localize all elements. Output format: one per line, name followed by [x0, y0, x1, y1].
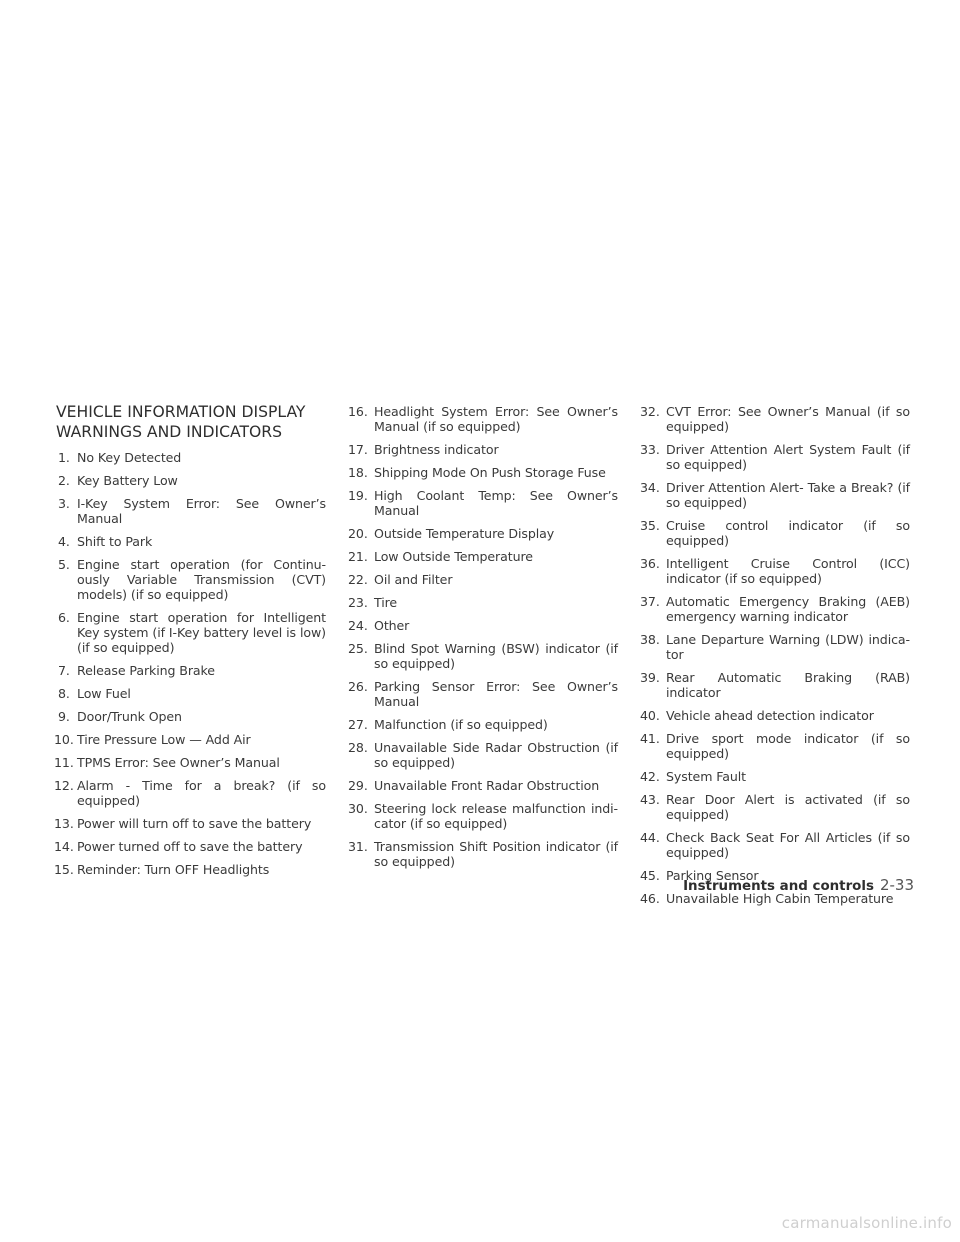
column-2	[348, 404, 618, 877]
column-1	[56, 402, 326, 885]
list-item: 18. Shipping Mode On Push Storage Fuse	[348, 465, 606, 480]
list-item: 45. Parking Sensor	[640, 868, 759, 883]
list-item: 5. Engine start operation (for Continu-ously Variable Transmission (CVT) models) (if so equipped)	[58, 557, 326, 602]
list-item: 21. Low Outside Temperature	[348, 549, 533, 564]
list-item: 38. Lane Departure Warning (LDW) indica-tor	[640, 632, 910, 662]
list-item: 22. Oil and Filter	[348, 572, 453, 587]
list-item: 37. Automatic Emergency Braking (AEB) emergency warning indicator	[640, 594, 910, 624]
list-item: 1. No Key Detected	[58, 450, 182, 465]
list-item: 11. TPMS Error: See Owner’s Manual	[54, 755, 280, 770]
list-item: 35. Cruise control indicator (if so equipped)	[640, 518, 910, 548]
list-item: 14. Power turned off to save the battery	[54, 839, 303, 854]
warnings-list-part-2	[348, 404, 618, 869]
list-item: 2. Key Battery Low	[58, 473, 178, 488]
list-item: 44. Check Back Seat For All Articles (if so equipped)	[640, 830, 910, 860]
list-item: 23. Tire	[348, 595, 398, 610]
list-item: 32. CVT Error: See Owner’s Manual (if so equipped)	[640, 404, 910, 434]
list-item: 29. Unavailable Front Radar Obstruction	[348, 778, 600, 793]
watermark: carmanualsonline.info	[781, 1214, 952, 1232]
list-item: 3. I-Key System Error: See Owner’s Manual	[58, 496, 326, 526]
list-item: 19. High Coolant Temp: See Owner’s Manual	[348, 488, 618, 518]
list-item: 43. Rear Door Alert is activated (if so equipped)	[640, 792, 910, 822]
list-item: 39. Rear Automatic Braking (RAB) indicator	[640, 670, 910, 700]
list-item: 28. Unavailable Side Radar Obstruction (if so equipped)	[348, 740, 618, 770]
heading-line-2: WARNINGS AND INDICATORS	[56, 423, 282, 441]
list-item: 9. Door/Trunk Open	[58, 709, 182, 724]
list-item: 16. Headlight System Error: See Owner’s Manual (if so equipped)	[348, 404, 618, 434]
list-item: 7. Release Parking Brake	[58, 663, 215, 678]
list-item: 4. Shift to Park	[58, 534, 153, 549]
heading-line-1: VEHICLE INFORMATION DISPLAY	[56, 403, 306, 421]
list-item: 26. Parking Sensor Error: See Owner’s Manual	[348, 679, 618, 709]
list-item: 24. Other	[348, 618, 410, 633]
list-item: 30. Steering lock release malfunction indi-cator (if so equipped)	[348, 801, 618, 831]
warnings-list-part-3	[640, 404, 910, 906]
list-item: 27. Malfunction (if so equipped)	[348, 717, 548, 732]
page-footer	[640, 876, 914, 894]
section-title: Instruments and controls	[683, 879, 874, 894]
page-number: 2-33	[879, 876, 914, 894]
list-item: 25. Blind Spot Warning (BSW) indicator (if so equipped)	[348, 641, 618, 671]
column-3	[640, 404, 910, 914]
list-item: 31. Transmission Shift Position indicator (if so equipped)	[348, 839, 618, 869]
warnings-list-part-1	[56, 450, 326, 877]
list-item: 34. Driver Attention Alert- Take a Break? (if so equipped)	[640, 480, 910, 510]
list-item: 46. Unavailable High Cabin Temperature	[640, 891, 894, 906]
list-item: 15. Reminder: Turn OFF Headlights	[54, 862, 270, 877]
list-item: 10. Tire Pressure Low — Add Air	[54, 732, 251, 747]
list-item: 42. System Fault	[640, 769, 746, 784]
list-item: 17. Brightness indicator	[348, 442, 499, 457]
list-item: 36. Intelligent Cruise Control (ICC) indicator (if so equipped)	[640, 556, 910, 586]
list-item: 40. Vehicle ahead detection indicator	[640, 708, 874, 723]
list-item: 13. Power will turn off to save the battery	[54, 816, 312, 831]
list-item: 20. Outside Temperature Display	[348, 526, 555, 541]
list-item: 6. Engine start operation for Intelligent Key system (if I-Key battery level is low) (if so equipped)	[58, 610, 326, 655]
list-item: 41. Drive sport mode indicator (if so equipped)	[640, 731, 910, 761]
list-item: 12. Alarm - Time for a break? (if so equipped)	[54, 778, 326, 808]
section-heading	[56, 402, 326, 442]
list-item: 33. Driver Attention Alert System Fault (if so equipped)	[640, 442, 910, 472]
list-item: 8. Low Fuel	[58, 686, 131, 701]
